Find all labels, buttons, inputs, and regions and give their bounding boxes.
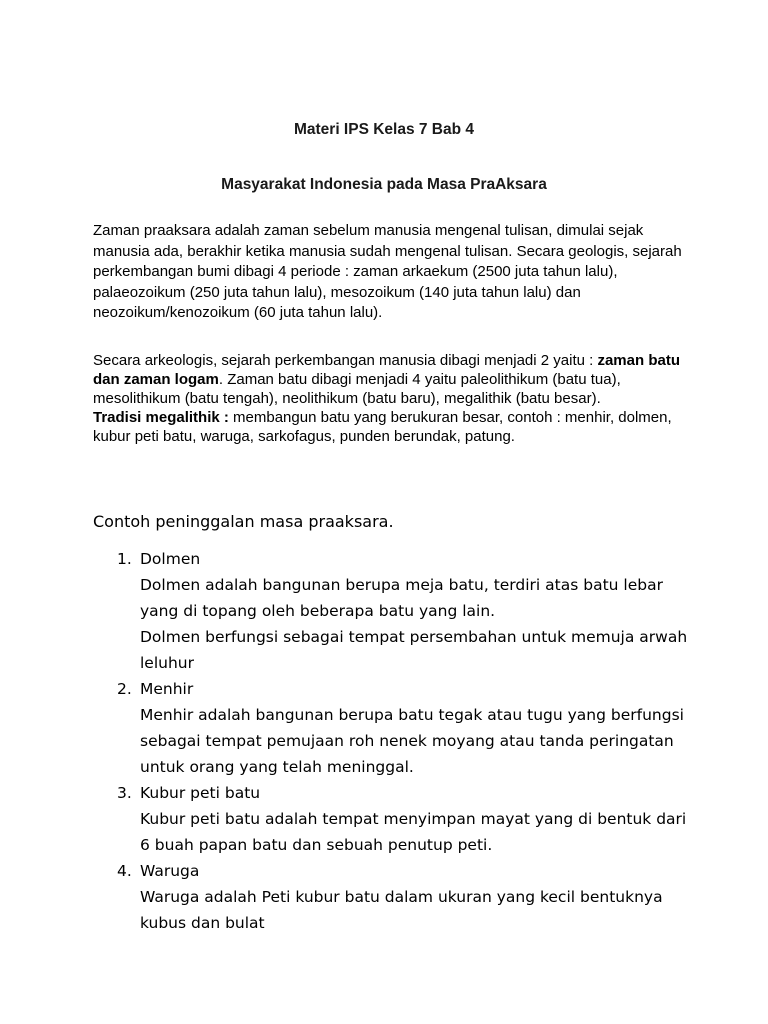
paragraph-arkeologis (93, 351, 683, 446)
paragraph-text: membangun batu yang berukuran besar, contoh : menhir, dolmen, kubur peti batu, waruga, sarkofagus, punden berundak, patung. (93, 409, 672, 445)
item-desc: Dolmen adalah bangunan berupa meja batu, terdiri atas batu lebar yang di topang oleh beberapa batu yang lain. (140, 576, 663, 620)
document-subtitle: Masyarakat Indonesia pada Masa PraAksara (221, 176, 547, 193)
item-title-dolmen: Dolmen (140, 550, 201, 568)
document-title: Materi IPS Kelas 7 Bab 4 (293, 121, 475, 138)
bold-tradisi-megalithik: Tradisi megalithik : (93, 409, 229, 426)
list-number: 1. (117, 550, 132, 568)
list-number: 3. (117, 784, 132, 802)
list-number: 4. (117, 862, 132, 880)
list-item (93, 780, 693, 858)
bold-zaman-batu-logam: zaman batu dan zaman logam (93, 352, 680, 388)
paragraph-text: Secara arkeologis, sejarah perkembangan manusia dibagi menjadi 2 yaitu : (93, 352, 598, 369)
numbered-list (93, 546, 693, 936)
item-title-kubur-peti-batu: Kubur peti batu (140, 784, 261, 802)
list-number: 2. (117, 680, 132, 698)
list-item (93, 546, 693, 676)
item-desc: Waruga adalah Peti kubur batu dalam ukuran yang kecil bentuknya kubus dan bulat (140, 888, 663, 932)
paragraph-geologis: Zaman praaksara adalah zaman sebelum manusia mengenal tulisan, dimulai sejak manusia ada, berakhir ketika manusia sudah mengenal tulisan. Secara geologis, sejarah perkembangan bumi dibagi 4 periode : zaman arkaekum (2500 juta tahun lalu), palaeozoikum (250 juta tahun lalu), mesozoikum (140 juta tahun lalu) dan neozoikum/kenozoikum (60 juta tahun lalu). (93, 222, 682, 321)
paragraph-text: . Zaman batu dibagi menjadi 4 yaitu paleolithikum (batu tua), mesolithikum (batu tengah), neolithikum (batu baru), megalithik (batu besar). (93, 371, 621, 407)
item-title-menhir: Menhir (140, 680, 194, 698)
list-item (93, 676, 693, 780)
item-desc: Kubur peti batu adalah tempat menyimpan mayat yang di bentuk dari 6 buah papan batu dan sebuah penutup peti. (140, 810, 687, 854)
item-desc: Menhir adalah bangunan berupa batu tegak atau tugu yang berfungsi sebagai tempat pemujaan roh nenek moyang atau tanda peringatan untuk orang yang telah meninggal. (140, 706, 684, 776)
list-item (93, 858, 693, 936)
list-intro: Contoh peninggalan masa praaksara. (93, 512, 394, 531)
item-desc-extra: Dolmen berfungsi sebagai tempat persembahan untuk memuja arwah leluhur (140, 628, 688, 672)
item-title-waruga: Waruga (140, 862, 200, 880)
